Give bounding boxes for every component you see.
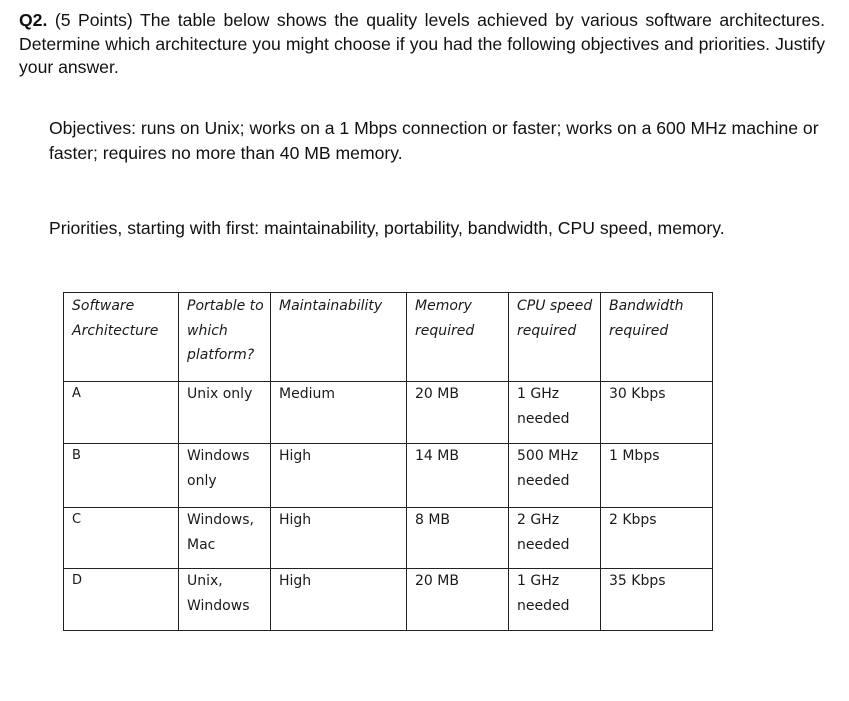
header-bandwidth-required: Bandwidth required [601, 293, 713, 382]
objectives-paragraph: Objectives: runs on Unix; works on a 1 Mbps connection or faster; works on a 600 MHz machine or faster; requires no more than 40 MB memory. [49, 118, 819, 163]
cell-cpu: 1 GHz needed [509, 382, 601, 444]
table-row [64, 444, 713, 508]
cell-architecture: A [64, 382, 179, 444]
question-text [19, 9, 825, 80]
cell-portability: Windows, Mac [179, 508, 271, 569]
table-row [64, 508, 713, 569]
cell-cpu: 1 GHz needed [509, 569, 601, 631]
cell-maintainability: High [271, 508, 407, 569]
header-portable-platform: Portable to which platform? [179, 293, 271, 382]
table-header-row [64, 293, 713, 382]
header-cpu-speed-required: CPU speed required [509, 293, 601, 382]
cell-cpu: 2 GHz needed [509, 508, 601, 569]
header-software-architecture: Software Architecture [64, 293, 179, 382]
cell-memory: 20 MB [407, 569, 509, 631]
cell-bandwidth: 30 Kbps [601, 382, 713, 444]
question-body: (5 Points) The table below shows the quality levels achieved by various software architectures. Determine which architecture you might choose if you had the following objectives and priorities. Justify your answer. [19, 10, 825, 77]
cell-memory: 8 MB [407, 508, 509, 569]
architecture-table [63, 292, 713, 631]
table-row [64, 569, 713, 631]
cell-memory: 20 MB [407, 382, 509, 444]
cell-bandwidth: 2 Kbps [601, 508, 713, 569]
cell-cpu: 500 MHz needed [509, 444, 601, 508]
header-memory-required: Memory required [407, 293, 509, 382]
header-maintainability: Maintainability [271, 293, 407, 382]
cell-portability: Unix only [179, 382, 271, 444]
cell-architecture: B [64, 444, 179, 508]
cell-maintainability: Medium [271, 382, 407, 444]
cell-portability: Windows only [179, 444, 271, 508]
cell-architecture: D [64, 569, 179, 631]
cell-portability: Unix, Windows [179, 569, 271, 631]
cell-maintainability: High [271, 569, 407, 631]
priorities-paragraph: Priorities, starting with first: maintainability, portability, bandwidth, CPU speed, memory. [49, 218, 725, 238]
cell-maintainability: High [271, 444, 407, 508]
table-row [64, 382, 713, 444]
cell-bandwidth: 35 Kbps [601, 569, 713, 631]
cell-bandwidth: 1 Mbps [601, 444, 713, 508]
cell-memory: 14 MB [407, 444, 509, 508]
question-number: Q2. [19, 10, 48, 30]
cell-architecture: C [64, 508, 179, 569]
